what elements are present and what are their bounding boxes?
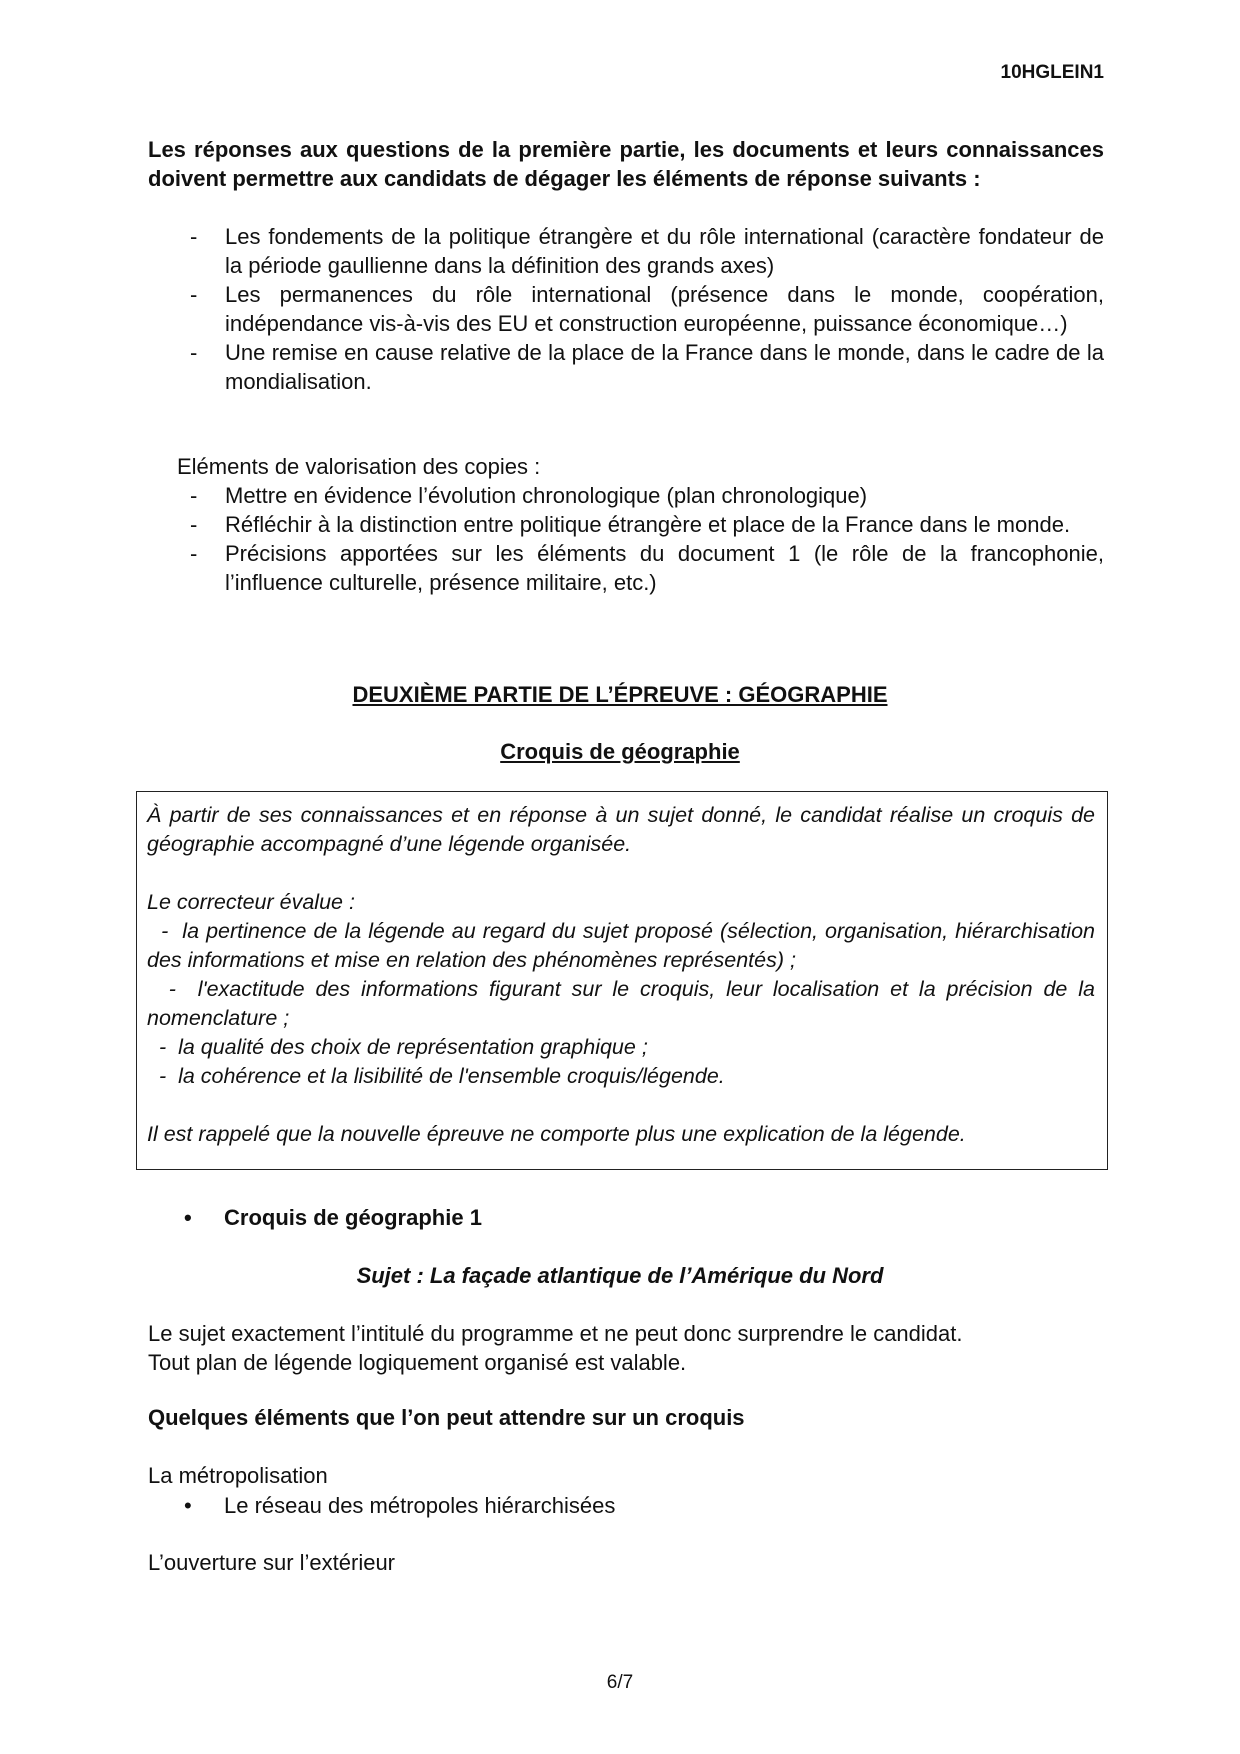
box-item: - la cohérence et la lisibilité de l'ensemble croquis/légende. (147, 1064, 725, 1088)
intro-paragraph: Les réponses aux questions de la première partie, les documents et leurs connaissances doivent permettre aux candidats de dégager les éléments de réponse suivants : (148, 137, 1104, 191)
ouverture-label: L’ouverture sur l’extérieur (148, 1550, 396, 1575)
box-item: - la qualité des choix de représentation graphique ; (147, 1035, 648, 1059)
elements-heading: Quelques éléments que l’on peut attendre sur un croquis (148, 1405, 745, 1430)
intro-list (148, 222, 1104, 396)
sujet-paragraph: Le sujet exactement l’intitulé du programme et ne peut donc surprendre le candidat. Tout plan de légende logiquement organisé est valable. (148, 1321, 963, 1375)
section-subtitle: Croquis de géographie (500, 739, 740, 764)
box-paragraph: Il est rappelé que la nouvelle épreuve ne comporte plus une explication de la légende. (147, 1122, 966, 1146)
valorisation-title: Eléments de valorisation des copies : (177, 454, 541, 479)
list-item: - Précisions apportées sur les éléments du document 1 (le rôle de la francophonie, l’influence culturelle, présence militaire, etc.) (190, 541, 1104, 595)
list-item: - Les fondements de la politique étrangère et du rôle international (caractère fondateur de la période gaullienne dans la définition des grands axes) (190, 224, 1104, 278)
bullet-icon: • (184, 1205, 192, 1230)
bullet-icon: • (184, 1493, 192, 1518)
document-page: 10HGLEIN1 Les réponses aux questions de la première partie, les documents et leurs connaissances doivent permettre aux candidats de dégager les éléments de réponse suivants : - Les fondements de la politique étrangère et du rôle international (caractère fondateur de la période gaullienne dans la définition des grands axes) - Les permanences du rôle international (présence dans le monde, coopération, indépendance vis-à-vis des EU et construction européenne, puissance économique…) - Une remise en cause relative de la place de la France dans le monde, dans le cadre de la mondialisation. Eléments de valorisation des copies : - Mettre en évidence l’évolution chronologique (plan chronologique) - Réfléchir à la distinction entre politique étrangère et place de la France dans le monde. - Précisions apportées sur les éléments du document 1 (le rôle de la francophonie, l’influence culturelle, présence militaire, etc.) DEUXIÈME PARTIE DE L’ÉPREUVE : GÉOGRAPHIE Croquis de géographie À partir de ses connaissances et en réponse à un sujet donné, le candidat réalise un croquis de géographie accompagné d’une légende organisée. Le correcteur évalue : - la pertinence de la légende au regard du sujet proposé (sélection, organisation, hiérarchisation des informations et mise en relation des phénomènes représentés) ; - l'exactitude des informations figurant sur le croquis, leur localisation et la précision de la nomenclature ; - la qualité des choix de représentation graphique ; - la cohérence et la lisibilité de l'ensemble croquis/légende. Il est rappelé que la nouvelle épreuve ne comporte plus une explication de la légende. • Croquis de géographie 1 Sujet : La façade atlantique de l’Amérique du Nord Le sujet exactement l’intitulé du programme et ne peut donc surprendre le candidat. Tout plan de légende logiquement organisé est valable. Quelques éléments que l’on peut attendre sur un croquis La métropolisation • Le réseau des métropoles hiérarchisées L’ouverture sur l’extérieur 6/7 (0, 0, 1240, 1754)
metropolisation-label: La métropolisation (148, 1463, 328, 1488)
page-number: 6/7 (606, 1672, 634, 1693)
list-item: - Mettre en évidence l’évolution chronologique (plan chronologique) (190, 483, 868, 508)
list-item: - Les permanences du rôle international (présence dans le monde, coopération, indépendance vis-à-vis des EU et construction européenne, puissance économique…) (190, 282, 1104, 336)
sujet-title: Sujet : La façade atlantique de l’Amérique du Nord (356, 1263, 884, 1288)
list-item: - Une remise en cause relative de la place de la France dans le monde, dans le cadre de la mondialisation. (190, 340, 1104, 394)
box-paragraph: Le correcteur évalue : (147, 890, 355, 914)
box-item: - l'exactitude des informations figurant sur le croquis, leur localisation et la précision de la nomenclature ; (147, 977, 1096, 1030)
section-title: DEUXIÈME PARTIE DE L’ÉPREUVE : GÉOGRAPHIE (352, 682, 888, 707)
box-item: - la pertinence de la légende au regard du sujet proposé (sélection, organisation, hiérarchisation des informations et mise en relation des phénomènes représentés) ; (147, 919, 1095, 972)
list-item: - Réfléchir à la distinction entre politique étrangère et place de la France dans le monde. (190, 512, 1071, 537)
document-code: 10HGLEIN1 (1000, 62, 1104, 83)
valorisation-list (148, 481, 1104, 597)
box-paragraph: À partir de ses connaissances et en réponse à un sujet donné, le candidat réalise un croquis de géographie accompagné d’une légende organisée. (147, 803, 1095, 856)
instructions-box (136, 791, 1108, 1170)
